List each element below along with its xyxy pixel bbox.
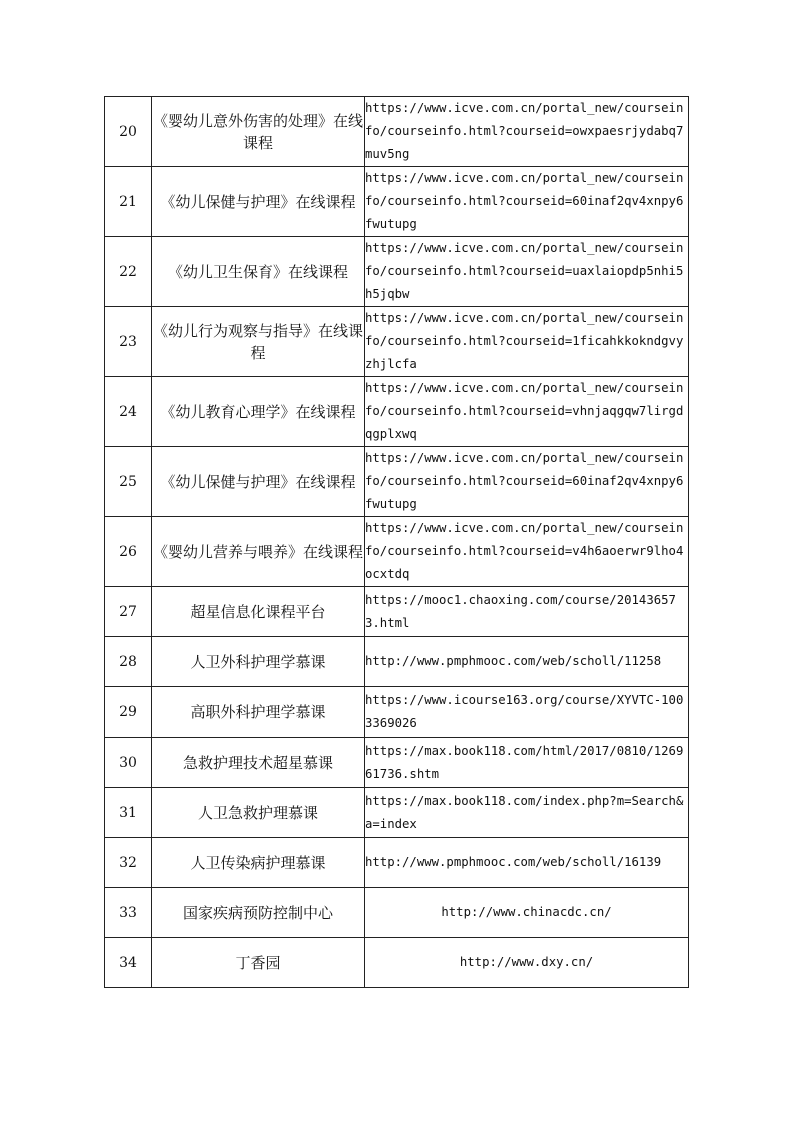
table-row	[105, 637, 689, 687]
table-row	[105, 687, 689, 738]
resource-url[interactable]: https://mooc1.chaoxing.com/course/201436573.html	[365, 587, 689, 637]
resource-url[interactable]: http://www.pmphmooc.com/web/scholl/16139	[365, 838, 689, 888]
table-row	[105, 97, 689, 167]
table-row	[105, 888, 689, 938]
resource-name: 《婴幼儿意外伤害的处理》在线课程	[152, 97, 365, 167]
table-row	[105, 517, 689, 587]
resource-url[interactable]: https://www.icve.com.cn/portal_new/courseinfo/courseinfo.html?courseid=1ficahkkokndgvyzhjlcfa	[365, 307, 689, 377]
resource-url[interactable]: https://www.icve.com.cn/portal_new/courseinfo/courseinfo.html?courseid=60inaf2qv4xnpy6fwutupg	[365, 447, 689, 517]
resource-name: 国家疾病预防控制中心	[152, 888, 365, 938]
row-number: 31	[105, 788, 152, 838]
table-row	[105, 938, 689, 988]
resource-name: 《幼儿行为观察与指导》在线课程	[152, 307, 365, 377]
resource-name: 《婴幼儿营养与喂养》在线课程	[152, 517, 365, 587]
table-row	[105, 167, 689, 237]
resource-url[interactable]: https://www.icve.com.cn/portal_new/courseinfo/courseinfo.html?courseid=owxpaesrjydabq7muv5ng	[365, 97, 689, 167]
table-row	[105, 738, 689, 788]
resource-url[interactable]: https://max.book118.com/index.php?m=Search&a=index	[365, 788, 689, 838]
resource-url[interactable]: http://www.dxy.cn/	[365, 938, 689, 988]
resource-table	[104, 96, 689, 988]
row-number: 30	[105, 738, 152, 788]
resource-name: 人卫急救护理慕课	[152, 788, 365, 838]
row-number: 25	[105, 447, 152, 517]
resource-name: 《幼儿卫生保育》在线课程	[152, 237, 365, 307]
resource-name: 丁香园	[152, 938, 365, 988]
resource-url[interactable]: https://www.icve.com.cn/portal_new/courseinfo/courseinfo.html?courseid=uaxlaiopdp5nhi5h5jqbw	[365, 237, 689, 307]
table-row	[105, 307, 689, 377]
row-number: 26	[105, 517, 152, 587]
table-row	[105, 788, 689, 838]
resource-url[interactable]: https://max.book118.com/html/2017/0810/126961736.shtm	[365, 738, 689, 788]
row-number: 34	[105, 938, 152, 988]
row-number: 21	[105, 167, 152, 237]
resource-url[interactable]: https://www.icve.com.cn/portal_new/courseinfo/courseinfo.html?courseid=v4h6aoerwr9lho4ocxtdq	[365, 517, 689, 587]
resource-url[interactable]: https://www.icve.com.cn/portal_new/courseinfo/courseinfo.html?courseid=vhnjaqgqw7lirgdqgplxwq	[365, 377, 689, 447]
resource-name: 《幼儿保健与护理》在线课程	[152, 447, 365, 517]
table-row	[105, 377, 689, 447]
resource-url[interactable]: https://www.icourse163.org/course/XYVTC-1003369026	[365, 687, 689, 738]
resource-name: 急救护理技术超星慕课	[152, 738, 365, 788]
resource-name: 超星信息化课程平台	[152, 587, 365, 637]
row-number: 33	[105, 888, 152, 938]
row-number: 28	[105, 637, 152, 687]
row-number: 23	[105, 307, 152, 377]
row-number: 20	[105, 97, 152, 167]
row-number: 32	[105, 838, 152, 888]
row-number: 22	[105, 237, 152, 307]
resource-url[interactable]: https://www.icve.com.cn/portal_new/courseinfo/courseinfo.html?courseid=60inaf2qv4xnpy6fwutupg	[365, 167, 689, 237]
resource-name: 《幼儿保健与护理》在线课程	[152, 167, 365, 237]
resource-name: 《幼儿教育心理学》在线课程	[152, 377, 365, 447]
resource-url[interactable]: http://www.pmphmooc.com/web/scholl/11258	[365, 637, 689, 687]
table-row	[105, 838, 689, 888]
table-row	[105, 237, 689, 307]
table-row	[105, 587, 689, 637]
resource-url[interactable]: http://www.chinacdc.cn/	[365, 888, 689, 938]
resource-name: 高职外科护理学慕课	[152, 687, 365, 738]
row-number: 29	[105, 687, 152, 738]
resource-name: 人卫外科护理学慕课	[152, 637, 365, 687]
row-number: 24	[105, 377, 152, 447]
row-number: 27	[105, 587, 152, 637]
resource-name: 人卫传染病护理慕课	[152, 838, 365, 888]
table-row	[105, 447, 689, 517]
